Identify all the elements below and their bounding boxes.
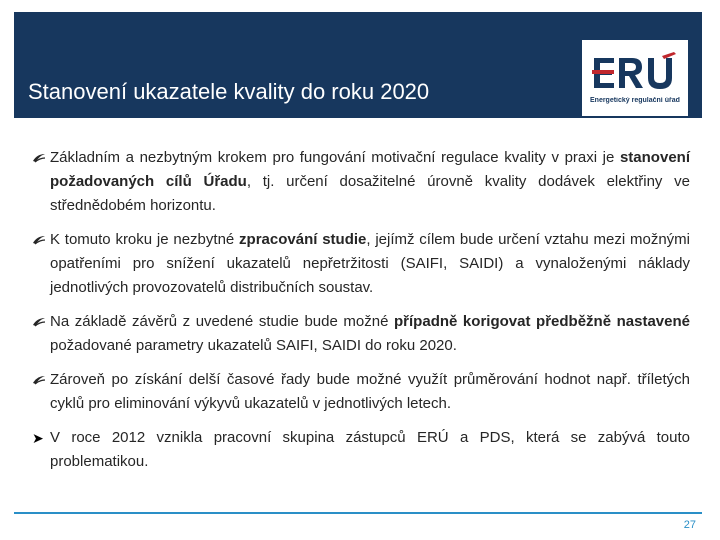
bullet-text: , jejímž cílem bude určení vztahu mezi možnými opatřeními pro snížení ukazatelů nepřetržitosti (SAIFI, SAIDI) a vynaloženými náklady jednotlivých provozovatelů distribučních soustav. (50, 231, 691, 296)
bullet-text: Na základě závěrů z uvedené studie bude možné (50, 313, 395, 330)
bullet-emphasis: stanovení požadovaných cílů Úřadu (50, 149, 690, 190)
title-bar (14, 12, 702, 118)
bullet-list (32, 146, 690, 484)
eru-logo-mark (592, 52, 678, 94)
arrow-bullet-icon: ➤ (32, 430, 44, 446)
bullet-item (32, 368, 690, 416)
bullet-item (32, 228, 690, 300)
eru-logo (582, 40, 688, 116)
bullet-text: požadované parametry ukazatelů SAIFI, SAIDI do roku 2020. (50, 337, 457, 354)
bullet-item (32, 146, 690, 218)
swoosh-bullet-icon (32, 374, 46, 386)
slide-title: Stanovení ukazatele kvality do roku 2020 (28, 79, 430, 104)
footer-divider (14, 512, 702, 514)
swoosh-bullet-icon (32, 234, 46, 246)
page-number: 27 (683, 519, 696, 531)
bullet-item (32, 426, 690, 474)
swoosh-bullet-icon (32, 316, 46, 328)
bullet-item (32, 310, 690, 358)
bullet-text: V roce 2012 vznikla pracovní skupina zástupců ERÚ a PDS, která se zabývá touto problematikou. (50, 429, 690, 470)
bullet-text: Základním a nezbytným krokem pro fungování motivační regulace kvality v praxi je (50, 149, 620, 166)
bullet-text: K tomuto kroku je nezbytné (50, 231, 240, 248)
bullet-text: Zároveň po získání delší časové řady bude možné využít průměrování hodnot např. tříletých cyklů pro eliminování výkyvů ukazatelů v jednotlivých letech. (50, 371, 690, 412)
swoosh-bullet-icon (32, 152, 46, 164)
logo-caption: Energetický regulační úřad (590, 97, 680, 104)
bullet-emphasis: zpracování studie (239, 231, 367, 248)
bullet-emphasis: případně korigovat předběžně nastavené (394, 313, 690, 330)
bullet-text: , tj. určení dosažitelné úrovně kvality dodávek elektřiny ve střednědobém horizontu. (50, 173, 691, 214)
